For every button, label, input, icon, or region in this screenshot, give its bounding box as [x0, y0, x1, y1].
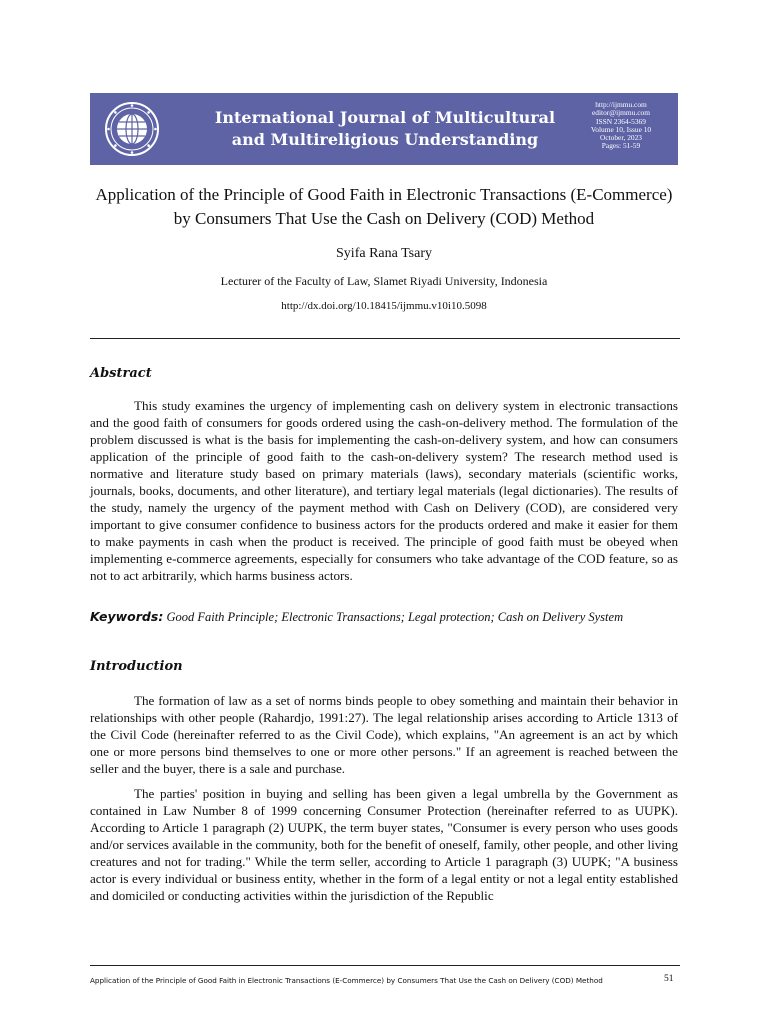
- globe-logo-icon: [104, 101, 160, 157]
- keywords-label: Keywords:: [90, 609, 164, 624]
- doi-link[interactable]: http://dx.doi.org/10.18415/ijmmu.v10i10.5098: [281, 300, 487, 312]
- journal-date: October, 2023: [600, 133, 642, 143]
- footer-running-title: Application of the Principle of Good Faith in Electronic Transactions (E-Commerce) by Consumers That Use the Cash on Delivery (COD) Method: [90, 976, 603, 985]
- abstract-heading: Abstract: [90, 366, 152, 381]
- footer-divider: [90, 965, 680, 966]
- author-name: Syifa Rana Tsary: [336, 246, 432, 261]
- header-divider: [90, 338, 680, 339]
- abstract-text: This study examines the urgency of implementing cash on delivery system in electronic transactions and the good faith of consumers for goods ordered using the cash-on-delivery method. The formulation of the problem discussed is what is the basis for implementing the cash-on-delivery system, and how can consumers application of the principle of good faith to the cash-on-delivery system? The research method used is normative and literature study based on primary materials (laws), secondary materials (scientific works, journals, books, documents, and other literature), and tertiary legal materials (legal dictionaries). The results of the study, namely the urgency of the payment method with Cash on Delivery (COD), are considered very important to give consumer confidence to business actors for the products ordered and make it easier for them to make payments in cash when the product is received. The principle of good faith must be obeyed when implementing e-commerce agreements, especially for consumers who take advantage of the COD feature, so as not to act arbitrarily, which harms business actors.: [90, 398, 678, 583]
- journal-meta: [576, 101, 666, 151]
- journal-title-line1: International Journal of Multicultural: [214, 108, 556, 127]
- page-number: 51: [664, 974, 674, 984]
- journal-url[interactable]: http://ijmmu.com: [595, 100, 647, 109]
- journal-title: [210, 107, 560, 151]
- keywords: [90, 609, 678, 625]
- author-affiliation: Lecturer of the Faculty of Law, Slamet Riyadi University, Indonesia: [220, 274, 548, 288]
- journal-email[interactable]: editor@ijmmu.com: [592, 108, 650, 118]
- journal-pages: Pages: 51-59: [601, 141, 641, 151]
- paper-title: Application of the Principle of Good Faith in Electronic Transactions (E-Commerce) by Consumers That Use the Cash on Delivery (COD) Method: [95, 185, 673, 228]
- keywords-list: Good Faith Principle; Electronic Transactions; Legal protection; Cash on Delivery System: [166, 610, 624, 624]
- journal-banner: [90, 93, 678, 165]
- journal-issn: ISSN 2364-5369: [596, 116, 646, 126]
- introduction-heading: Introduction: [90, 659, 183, 674]
- journal-volume: Volume 10, Issue 10: [590, 124, 652, 134]
- intro-paragraph-2: The parties' position in buying and selling has been given a legal umbrella by the Government as contained in Law Number 8 of 1999 concerning Consumer Protection (hereinafter referred to as UUPK). According to Article 1 paragraph (2) UUPK, the term buyer states, "Consumer is every person who uses goods and/or services available in the community, both for the benefit of oneself, family, other people, and other living creatures and not for trading." While the term seller, according to Article 1 paragraph (3) UUPK; "A business actor is every individual or business entity, whether in the form of a legal entity or not a legal entity established and domiciled or conducting activities within the jurisdiction of the Republic: [90, 786, 678, 903]
- journal-title-line2: and Multireligious Understanding: [231, 130, 539, 149]
- intro-paragraph-1: The formation of law as a set of norms binds people to obey something and maintain their behavior in relationships with other people (Rahardjo, 1991:27). The legal relationship arises according to Article 1313 of the Civil Code (hereinafter referred to as the Civil Code), which explains, "An agreement is an act by which one or more persons bind themselves to one or more other persons." If an agreement is reached between the seller and the buyer, there is a sale and purchase.: [90, 693, 678, 776]
